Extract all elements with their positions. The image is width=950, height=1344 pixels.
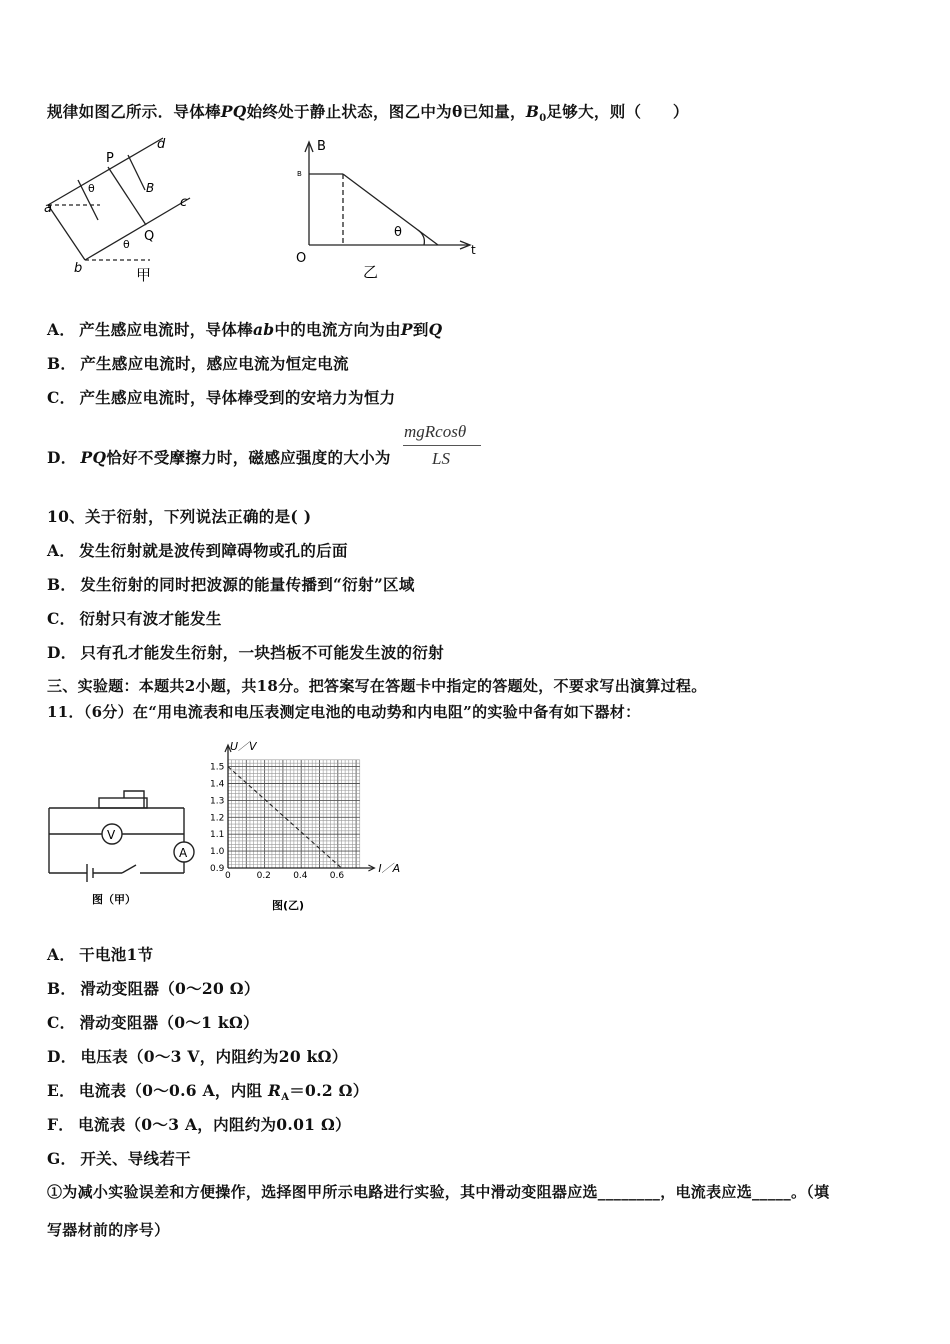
q11-sub1-line1: ①为减小实验误差和方便操作，选择图甲所示电路进行实验，其中滑动变阻器应选________，电流表应选_____。（填	[47, 1183, 830, 1201]
q10-stem: 10、关于衍射，下列说法正确的是( )	[47, 507, 312, 526]
x-tick-label: 0.6	[329, 871, 345, 881]
formula-numerator: mgRcosθ	[404, 422, 467, 441]
axis-label-b: B	[317, 139, 326, 154]
label-theta-1: θ	[88, 182, 95, 195]
y-tick-label: 1.0	[210, 847, 225, 858]
y-tick-label: 0.9	[210, 864, 225, 874]
q11-item-d: D． 电压表（0～3 V，内阻约为20 kΩ）	[47, 1047, 348, 1066]
q9-option-a: A． 产生感应电流时，导体棒ab中的电流方向为由P到Q	[47, 320, 443, 339]
circuit-diagram	[44, 785, 204, 910]
caption-yi: 乙	[363, 263, 379, 281]
x-tick-label: 0.2	[256, 871, 271, 881]
origin-label: O	[296, 251, 307, 266]
q9-option-b: B． 产生感应电流时，感应电流为恒定电流	[47, 354, 349, 373]
circuit-caption: 图（甲）	[92, 893, 136, 906]
voltmeter-label: V	[107, 828, 116, 842]
q11-stem: 11．（6分）在“用电流表和电压表测定电池的电动势和内电阻”的实验中备有如下器材：	[47, 703, 641, 721]
q11-item-f: F． 电流表（0～3 A，内阻约为0.01 Ω）	[47, 1115, 351, 1134]
label-c: c	[180, 195, 188, 210]
q11-sub1-line2: 写器材前的序号）	[47, 1221, 170, 1239]
q9-option-c: C． 产生感应电流时，导体棒受到的安培力为恒力	[47, 388, 396, 407]
ui-chart	[200, 738, 415, 913]
y-tick-label: 1.2	[210, 813, 225, 824]
q11-item-c: C． 滑动变阻器（0～1 kΩ）	[47, 1013, 259, 1032]
figure-yi	[290, 132, 490, 287]
chart-caption: 图(乙)	[272, 899, 305, 912]
b0-mark: B	[297, 170, 302, 178]
ammeter-label: A	[179, 846, 188, 860]
q11-item-b: B． 滑动变阻器（0～20 Ω）	[47, 979, 260, 998]
label-a: a	[44, 201, 52, 216]
label-d: d	[157, 137, 166, 152]
q10-option-c: C． 衍射只有波才能发生	[47, 609, 222, 628]
section-3-heading: 三、实验题：本题共2小题，共18分。把答案写在答题卡中指定的答题处，不要求写出演算过程。	[47, 677, 707, 695]
q11-item-g: G． 开关、导线若干	[47, 1149, 191, 1168]
q10-option-a: A． 发生衍射就是波传到障碍物或孔的后面	[47, 541, 348, 560]
q11-item-e: E． 电流表（0～0.6 A，内阻 $R_A=0.2$ Ω）	[47, 1081, 369, 1104]
label-p: P	[106, 151, 114, 166]
label-B-field: B	[146, 181, 155, 195]
label-b: b	[74, 261, 83, 276]
axis-label-t: t	[471, 243, 476, 257]
y-axis-label: U／V	[230, 740, 257, 753]
theta-label: θ	[394, 225, 402, 240]
x-tick-label: 0.4	[293, 871, 308, 881]
y-tick-label: 1.1	[210, 830, 225, 841]
x-tick-label: 0	[225, 871, 231, 881]
y-tick-label: 1.3	[210, 796, 225, 807]
formula-denominator: LS	[432, 449, 450, 468]
intro-line: 规律如图乙所示．导体棒PQ始终处于静止状态，图乙中为θ已知量，$B_0$足够大，则（ ）	[47, 102, 689, 125]
y-tick-label: 1.5	[210, 762, 225, 773]
label-theta-2: θ	[123, 238, 130, 251]
q10-option-d: D． 只有孔才能发生衍射，一块挡板不可能发生波的衍射	[47, 643, 444, 662]
fraction-bar	[403, 445, 481, 446]
x-axis-label: I／A	[378, 862, 401, 875]
q9-option-d: D． PQ恰好不受摩擦力时，磁感应强度的大小为	[47, 448, 391, 467]
label-q: Q	[144, 229, 155, 244]
q11-item-a: A． 干电池1节	[47, 945, 154, 964]
caption-jia: 甲	[136, 266, 152, 284]
y-tick-label: 1.4	[210, 779, 225, 790]
q10-option-b: B． 发生衍射的同时把波源的能量传播到“衍射”区域	[47, 575, 415, 594]
figure-jia	[40, 130, 200, 290]
